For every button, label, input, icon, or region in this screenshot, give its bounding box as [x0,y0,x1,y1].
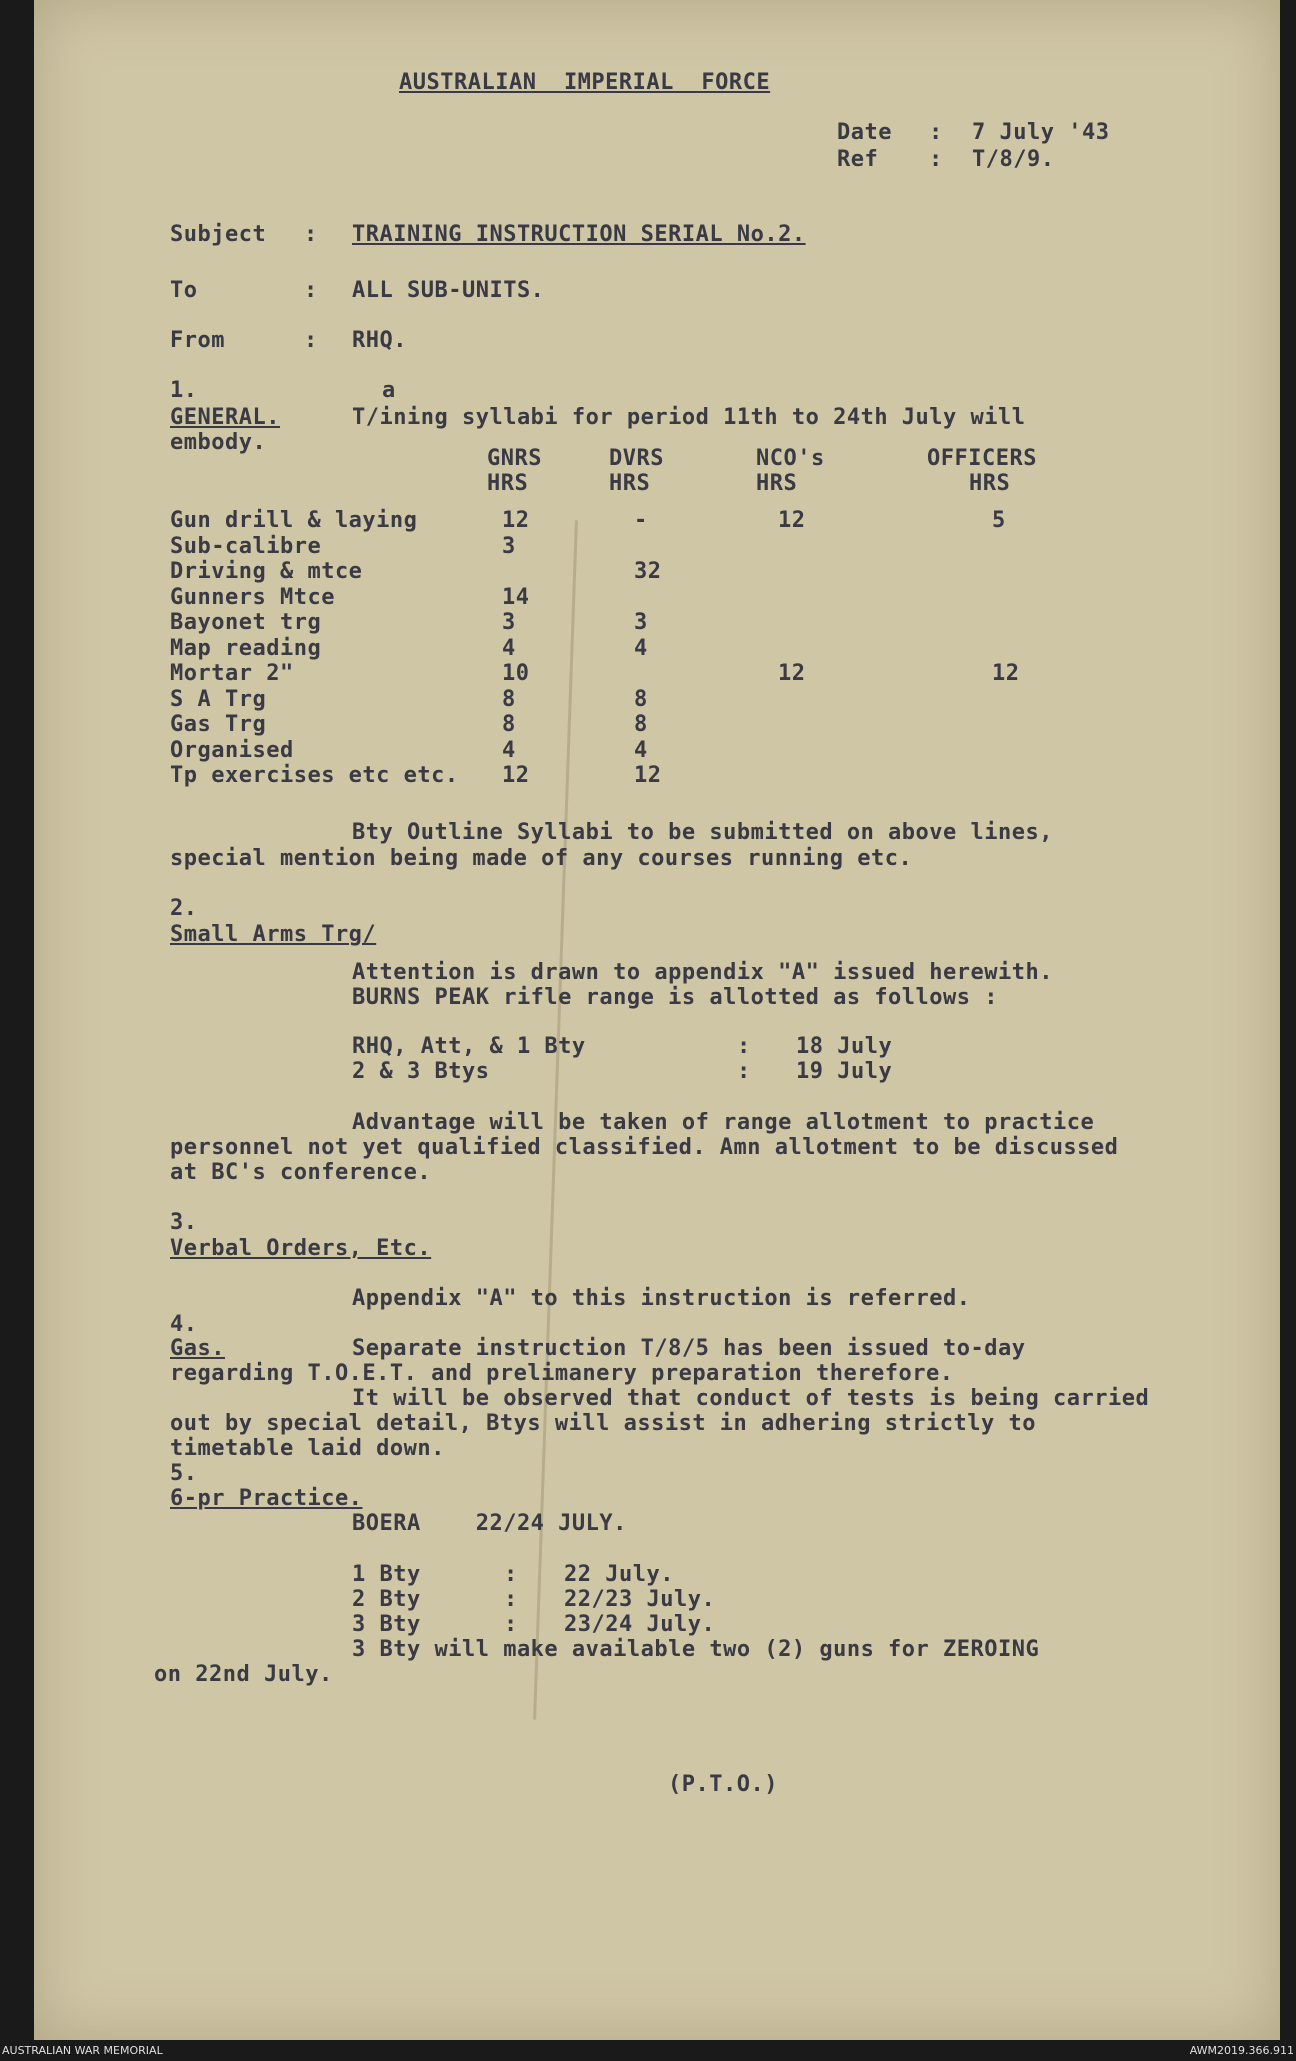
allotment-value: 18 July [796,1034,893,1059]
row-dvrs-hours: 3 [634,610,648,635]
section-number: 5. [170,1461,198,1486]
subject-label: Subject [170,222,267,247]
row-label: Gunners Mtce [170,585,335,610]
section-title: Verbal Orders, Etc. [170,1236,432,1261]
allotment-label: RHQ, Att, & 1 Bty [352,1034,586,1059]
date-value: 7 July '43 [972,120,1110,145]
colon: : [504,1612,518,1637]
paragraph-line: out by special detail, Btys will assist in adhering strictly to [170,1411,1036,1436]
to-label: To [170,278,198,303]
paragraph-line: regarding T.O.E.T. and prelimanery preparation therefore. [170,1361,954,1386]
practice-row-label: 3 Bty [352,1612,421,1637]
archive-footer [0,2040,1296,2061]
practice-row-value: 23/24 July. [564,1612,716,1637]
section-title: 6-pr Practice. [170,1486,363,1511]
row-label: Map reading [170,636,322,661]
paragraph-line: special mention being made of any courses running etc. [170,846,913,871]
column-unit: HRS [756,471,798,496]
date-label: Date [837,120,892,145]
paragraph-line: Bty Outline Syllabi to be submitted on above lines, [352,820,1054,845]
paragraph-line: 3 Bty will make available two (2) guns for ZEROING [352,1637,1040,1662]
paragraph-line: Advantage will be taken of range allotment to practice [352,1110,1095,1135]
column-header-dvrs: DVRS [609,446,664,471]
row-dvrs-hours: 4 [634,738,648,763]
row-ncos-hours: 12 [778,508,806,533]
colon: : [504,1562,518,1587]
row-dvrs-hours: 32 [634,559,662,584]
section-number: 4. [170,1312,198,1337]
column-unit: HRS [609,471,651,496]
colon: : [737,1034,751,1059]
row-gnrs-hours: 8 [502,687,516,712]
row-dvrs-hours: 4 [634,636,648,661]
row-officers-hours: 12 [992,661,1020,686]
paragraph-line: It will be observed that conduct of tests is being carried [352,1386,1150,1411]
row-label: Gun drill & laying [170,508,418,533]
ref-value: T/8/9. [972,147,1055,172]
section-number: 2. [170,896,198,921]
section-text: embody. [170,430,267,455]
row-label: Sub-calibre [170,534,322,559]
column-header-officers: OFFICERS [927,446,1037,471]
document-heading: AUSTRALIAN IMPERIAL FORCE [399,70,771,95]
row-gnrs-hours: 8 [502,712,516,737]
from-value: RHQ. [352,328,407,353]
paragraph-line: BOERA 22/24 JULY. [352,1511,627,1536]
footer-left: AUSTRALIAN WAR MEMORIAL [2,2044,163,2057]
paragraph-line: timetable laid down. [170,1436,445,1461]
paragraph-line: on 22nd July. [154,1662,333,1687]
paragraph-line: BURNS PEAK rifle range is allotted as follows : [352,985,999,1010]
row-gnrs-hours: 4 [502,738,516,763]
row-dvrs-hours: 8 [634,687,648,712]
paragraph-line: personnel not yet qualified classified. Amn allotment to be discussed [170,1135,1119,1160]
row-dvrs-hours: - [634,508,648,533]
row-ncos-hours: 12 [778,661,806,686]
to-value: ALL SUB-UNITS. [352,278,545,303]
section-title: Small Arms Trg/ [170,922,377,947]
colon: : [929,147,943,172]
row-gnrs-hours: 10 [502,661,530,686]
allotment-label: 2 & 3 Btys [352,1059,490,1084]
section-text: T/ining syllabi for period 11th to 24th July will [352,405,1026,430]
colon: : [304,278,318,303]
allotment-value: 19 July [796,1059,893,1084]
paragraph-line: at BC's conference. [170,1160,432,1185]
column-unit: HRS [969,471,1011,496]
column-unit: HRS [487,471,529,496]
subject-value: TRAINING INSTRUCTION SERIAL No.2. [352,222,806,247]
row-label: Driving & mtce [170,559,363,584]
row-label: Tp exercises etc etc. [170,763,459,788]
practice-row-label: 2 Bty [352,1587,421,1612]
row-gnrs-hours: 14 [502,585,530,610]
practice-row-value: 22/23 July. [564,1587,716,1612]
colon: : [304,328,318,353]
row-gnrs-hours: 3 [502,534,516,559]
section-title: GENERAL. [170,405,280,430]
footer-right: AWM2019.366.911 [1189,2044,1294,2057]
colon: : [929,120,943,145]
ref-label: Ref [837,147,879,172]
row-label: S A Trg [170,687,267,712]
document-page [34,0,1280,2040]
row-label: Bayonet trg [170,610,322,635]
column-header-ncos: NCO's [756,446,825,471]
practice-row-value: 22 July. [564,1562,674,1587]
colon: : [304,222,318,247]
row-label: Organised [170,738,294,763]
paragraph-line: Appendix "A" to this instruction is referred. [352,1286,971,1311]
row-dvrs-hours: 8 [634,712,648,737]
paragraph-line: Attention is drawn to appendix "A" issued herewith. [352,960,1054,985]
row-gnrs-hours: 12 [502,763,530,788]
paragraph-line: Separate instruction T/8/5 has been issued to-day [352,1336,1026,1361]
row-label: Gas Trg [170,712,267,737]
row-gnrs-hours: 4 [502,636,516,661]
section-title: Gas. [170,1336,225,1361]
colon: : [737,1059,751,1084]
section-number: 1. [170,378,198,403]
handwritten-insert: a [382,378,396,403]
row-officers-hours: 5 [992,508,1006,533]
section-number: 3. [170,1210,198,1235]
from-label: From [170,328,225,353]
row-gnrs-hours: 12 [502,508,530,533]
row-gnrs-hours: 3 [502,610,516,635]
column-header-gnrs: GNRS [487,446,542,471]
pto-note: (P.T.O.) [668,1772,778,1797]
practice-row-label: 1 Bty [352,1562,421,1587]
row-label: Mortar 2" [170,661,294,686]
colon: : [504,1587,518,1612]
row-dvrs-hours: 12 [634,763,662,788]
